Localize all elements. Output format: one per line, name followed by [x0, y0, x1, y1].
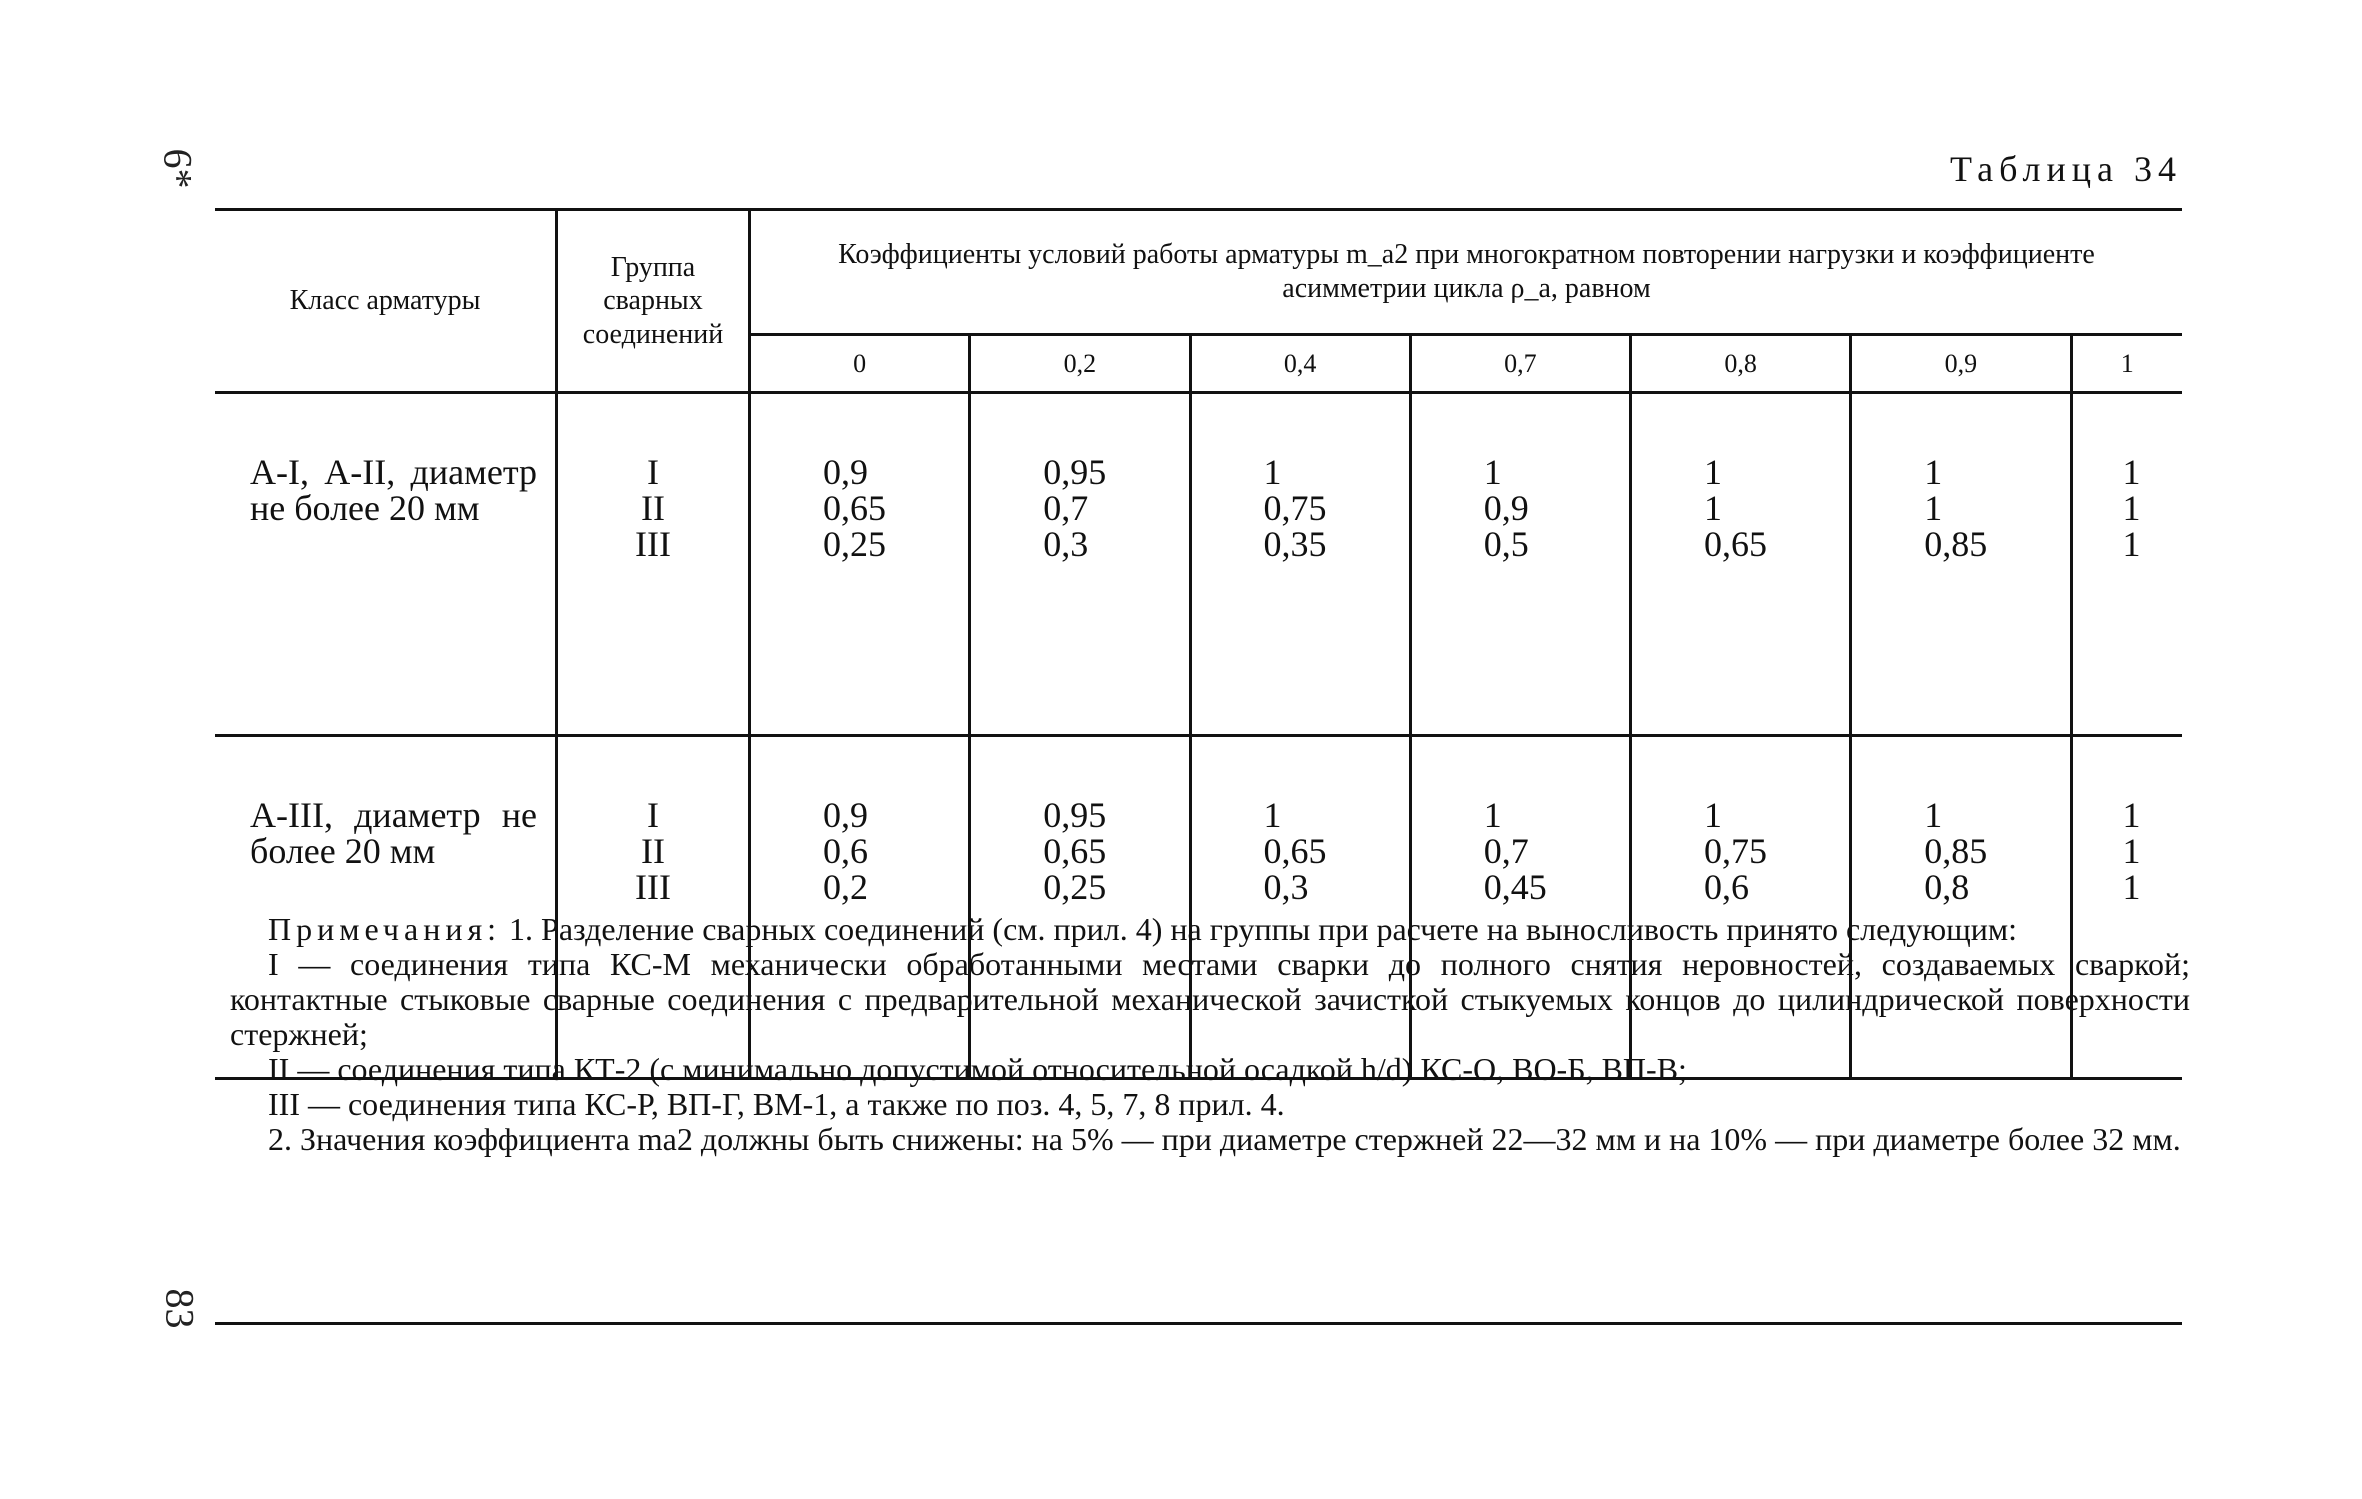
- coefficient-value: 0,75: [1263, 488, 1327, 528]
- group-cell: [557, 393, 750, 736]
- coefficient-value: 1: [1704, 488, 1722, 528]
- class-cell: А-I, А-II, диаметр не более 20 мм: [215, 393, 557, 736]
- group-value: III: [635, 524, 671, 564]
- coefficient-value: 1: [2122, 831, 2141, 871]
- header-coefficients: Коэффициенты условий работы арматуры m_a2 при многократном повторении нагрузки и коэффициенте асимметрии цикла ρ_a, равном: [750, 210, 2183, 335]
- coefficient-value: 0,65: [823, 488, 886, 528]
- notes-heading: Примечания:: [268, 911, 502, 947]
- value-cell: [1851, 393, 2071, 736]
- coefficient-value: 0,65: [1263, 831, 1327, 871]
- coefficient-value: 0,65: [1704, 524, 1767, 564]
- coefficient-value: 1: [2122, 795, 2141, 835]
- coefficient-value: 0,65: [1043, 831, 1107, 871]
- coefficient-value: 1: [1263, 452, 1282, 492]
- rho-header-1: 0,2: [970, 335, 1190, 393]
- coefficient-value: 1: [1263, 795, 1282, 835]
- coefficient-value: 0,3: [1263, 867, 1309, 907]
- value-cell: [2071, 393, 2182, 736]
- coefficient-value: 1: [1483, 795, 1502, 835]
- coefficient-value: 0,9: [823, 795, 868, 835]
- coefficient-value: 0,25: [1043, 867, 1107, 907]
- coefficient-value: 1: [1924, 452, 1943, 492]
- coefficient-value: 0,95: [1043, 452, 1107, 492]
- group-value: I: [647, 795, 659, 835]
- group-value: I: [647, 452, 659, 492]
- coefficient-value: 0,45: [1483, 867, 1547, 907]
- table-row: [215, 393, 2182, 736]
- rho-header-4: 0,8: [1631, 335, 1851, 393]
- coefficient-value: 1: [1704, 452, 1722, 492]
- coefficient-value: 1: [1704, 795, 1722, 835]
- coefficient-value: 0,75: [1704, 831, 1767, 871]
- notes: [230, 912, 2190, 1157]
- coefficient-value: 0,85: [1924, 524, 1988, 564]
- coefficient-value: 0,7: [1483, 831, 1529, 871]
- header-class: Класс арматуры: [215, 210, 557, 393]
- coefficient-value: 0,85: [1924, 831, 1988, 871]
- coefficient-value: 0,2: [823, 867, 868, 907]
- group-value: II: [641, 488, 665, 528]
- note-2: 2. Значения коэффициента mа2 должны быть снижены: на 5% — при диаметре стержней 22—32 мм и на 10% — при диаметре более 32 мм.: [268, 1121, 2181, 1157]
- coefficient-value: 0,9: [1483, 488, 1529, 528]
- rho-header-2: 0,4: [1190, 335, 1410, 393]
- value-cell: [1631, 393, 1851, 736]
- note-group-1: I — соединения типа КС-М механически обработанными местами сварки до полного снятия неровностей, создаваемых сваркой; контактные стыковые сварные соединения с предварительной механической зачисткой стыкуемых концов до цилиндрической поверхности стержней;: [230, 946, 2190, 1052]
- page-number: 83: [157, 1288, 203, 1329]
- table-title: Таблица 34: [1950, 149, 2182, 189]
- coefficient-value: 0,8: [1924, 867, 1970, 907]
- note-group-3: III — соединения типа КС-Р, ВП-Г, ВМ-1, а также по поз. 4, 5, 7, 8 прил. 4.: [268, 1086, 1285, 1122]
- group-value: II: [641, 831, 665, 871]
- coefficient-value: 0,5: [1483, 524, 1529, 564]
- page-bottom-rule: [215, 1322, 2182, 1325]
- rho-header-5: 0,9: [1851, 335, 2071, 393]
- header-group: Группа сварных соединений: [557, 210, 750, 393]
- coefficient-value: 0,3: [1043, 524, 1089, 564]
- group-value: III: [635, 867, 671, 907]
- coefficient-value: 1: [1924, 795, 1943, 835]
- coefficient-value: 0,95: [1043, 795, 1107, 835]
- coefficient-value: 1: [1483, 452, 1502, 492]
- coefficient-value: 0,6: [1704, 867, 1749, 907]
- value-cell: [970, 393, 1190, 736]
- rho-header-3: 0,7: [1410, 335, 1630, 393]
- coefficient-value: 0,25: [823, 524, 886, 564]
- rho-header-0: 0: [750, 335, 970, 393]
- coefficient-value: 1: [2122, 488, 2141, 528]
- signature-mark: 6*: [155, 148, 201, 189]
- class-cell: А-III, диаметр не более 20 мм: [215, 736, 557, 1079]
- value-cell: [1410, 393, 1630, 736]
- note-group-2: II — соединения типа КТ-2 (с минимально допустимой относительной осадкой h/d) КС-О, ВО-Б, ВП-В;: [268, 1051, 1687, 1087]
- coefficient-value: 1: [2122, 867, 2141, 907]
- value-cell: [750, 393, 970, 736]
- rho-header-6: 1: [2071, 335, 2182, 393]
- coefficient-value: 0,9: [823, 452, 868, 492]
- coefficient-value: 0,6: [823, 831, 868, 871]
- coefficient-value: 1: [1924, 488, 1943, 528]
- value-cell: [1190, 393, 1410, 736]
- coefficient-value: 0,35: [1263, 524, 1327, 564]
- coefficient-value: 1: [2122, 452, 2141, 492]
- coefficient-value: 1: [2122, 524, 2141, 564]
- note-1: 1. Разделение сварных соединений (см. прил. 4) на группы при расчете на выносливость принято следующим:: [509, 911, 2018, 947]
- coefficient-value: 0,7: [1043, 488, 1089, 528]
